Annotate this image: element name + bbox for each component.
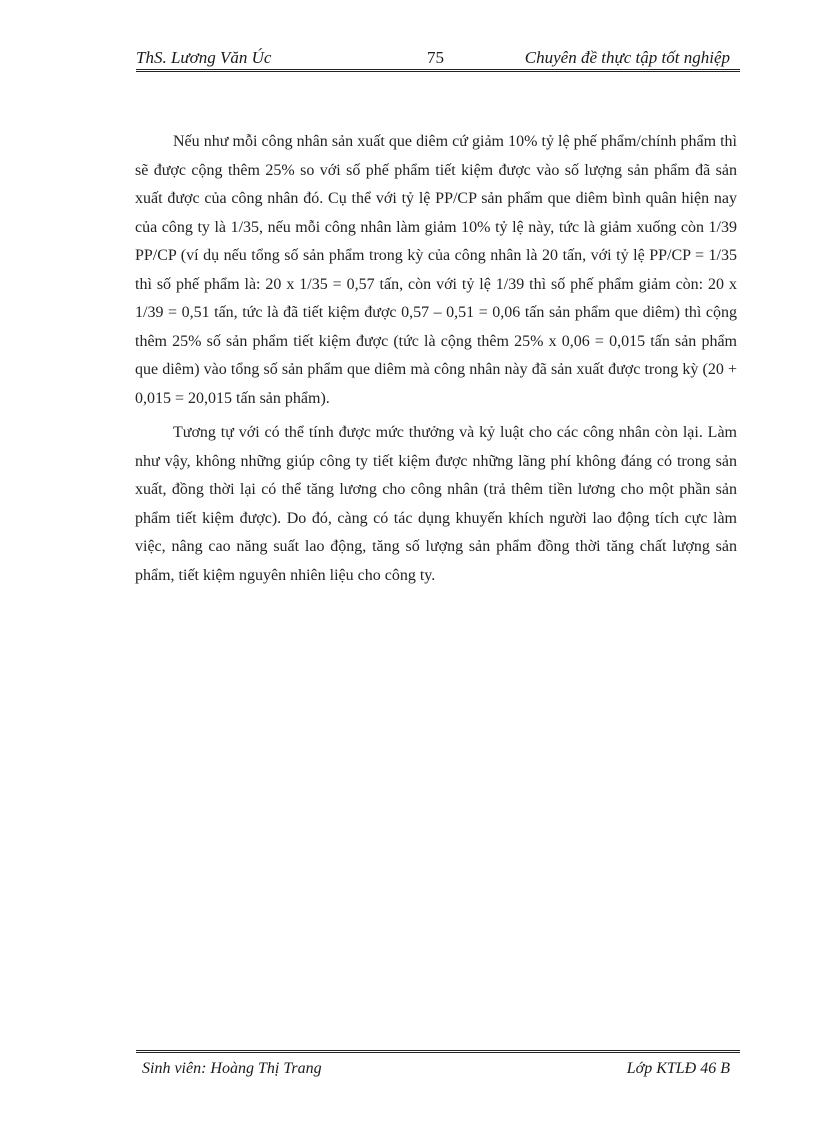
header-author: ThS. Lương Văn Úc: [136, 48, 272, 67]
document-body: [135, 128, 737, 596]
page-footer: [136, 1050, 740, 1090]
header-divider: [136, 69, 740, 72]
paragraph: Nếu như mỗi công nhân sản xuất que diêm cứ giảm 10% tỷ lệ phế phẩm/chính phẩm thì sẽ được cộng thêm 25% so với số phế phẩm tiết kiệm được vào số lượng sản phẩm đã sản xuất được của công nhân đó. Cụ thể với tỷ lệ PP/CP sản phẩm que diêm bình quân hiện nay của công ty là 1/35, nếu mỗi công nhân làm giảm 10% tỷ lệ này, tức là giảm xuống còn 1/39 PP/CP (ví dụ nếu tổng số sản phẩm trong kỳ của công nhân là 20 tấn, với tỷ lệ PP/CP = 1/35 thì số phế phẩm là: 20 x 1/35 = 0,57 tấn, còn với tỷ lệ 1/39 thì số phế phẩm giảm còn: 20 x 1/39 = 0,51 tấn, tức là đã tiết kiệm được 0,57 – 0,51 = 0,06 tấn sản phẩm que diêm) thì cộng thêm 25% số sản phẩm tiết kiệm được (tức là cộng thêm 25% x 0,06 = 0,015 tấn sản phẩm que diêm) vào tổng số sản phẩm que diêm mà công nhân này đã sản xuất được trong kỳ (20 + 0,015 = 20,015 tấn sản phẩm).: [135, 133, 737, 407]
header-title: Chuyên đề thực tập tốt nghiệp: [524, 48, 730, 67]
paragraph: Tương tự với có thể tính được mức thưởng và kỷ luật cho các công nhân còn lại. Làm như vậy, không những giúp công ty tiết kiệm được những lãng phí không đáng có trong sản xuất, đồng thời lại có thể tăng lương cho công nhân (trả thêm tiền lương cho một phần sản phẩm tiết kiệm được). Do đó, càng có tác dụng khuyến khích người lao động tích cực làm việc, nâng cao năng suất lao động, tăng số lượng sản phẩm đồng thời tăng chất lượng sản phẩm, tiết kiệm nguyên nhiên liệu cho công ty.: [135, 424, 737, 584]
footer-divider: [136, 1050, 740, 1053]
page-header: [136, 46, 740, 72]
footer-class: Lớp KTLĐ 46 B: [626, 1060, 730, 1077]
header-page-number: 75: [427, 48, 444, 67]
footer-student: Sinh viên: Hoàng Thị Trang: [142, 1060, 322, 1077]
